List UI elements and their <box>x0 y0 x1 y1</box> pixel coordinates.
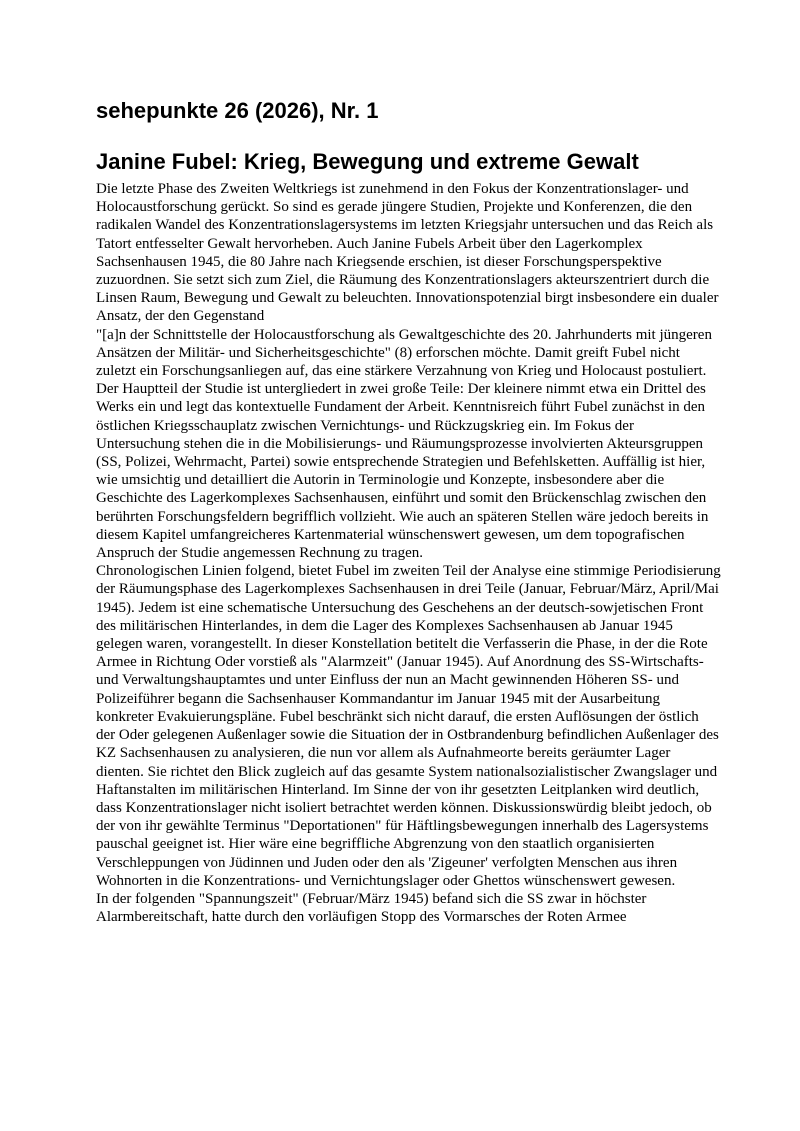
paragraph: Die letzte Phase des Zweiten Weltkriegs ist zunehmend in den Fokus der Konzentrationslager- und Holocaustforschung gerückt. So sind es gerade jüngere Studien, Projekte und Konferenzen, die den radikalen Wandel des Konzentrationslagersystems im letzten Kriegsjahr untersuchen und das Reich als Tatort entfesselter Gewalt hervorheben. Auch Janine Fubels Arbeit über den Lagerkomplex Sachsenhausen 1945, die 80 Jahre nach Kriegsende erschien, ist dieser Forschungsperspektive zuzuordnen. Sie setzt sich zum Ziel, die Räumung des Konzentrationslagers akteurszentriert durch die Linsen Raum, Bewegung und Gewalt zu beleuchten. Innovationspotenzial birgt insbesondere ein dualer Ansatz, der den Gegenstand <box>96 181 719 325</box>
review-title: Janine Fubel: Krieg, Bewegung und extreme Gewalt <box>96 149 639 174</box>
paragraph: "[a]n der Schnittstelle der Holocaustforschung als Gewaltgeschichte des 20. Jahrhunderts mit jüngeren Ansätzen der Militär- und Sicherheitsgeschichte" (8) erforschen möchte. Damit greift Fubel nicht zuletzt ein Forschungsanliegen auf, das eine stärkere Verzahnung von Krieg und Holocaust postuliert. <box>96 326 712 380</box>
paragraph: In der folgenden "Spannungszeit" (Februar/März 1945) befand sich die SS zwar in höchster Alarmbereitschaft, hatte durch den vorläufigen Stopp des Vormarsches der Roten Armee <box>96 890 647 926</box>
paragraph: Chronologischen Linien folgend, bietet Fubel im zweiten Teil der Analyse eine stimmige Periodisierung der Räumungsphase des Lagerkomplexes Sachsenhausen in drei Teile (Januar, Februar/März, April/Mai 1945). Jedem ist eine schematische Untersuchung des Geschehens an der deutsch-sowjetischen Front des militärischen Hinterlandes, in dem die Lager des Komplexes Sachsenhausen ab Januar 1945 gelegen waren, vorangestellt. In dieser Konstellation betitelt die Verfasserin die Phase, in der die Rote Armee in Richtung Oder vorstieß als "Alarmzeit" (Januar 1945). Auf Anordnung des SS-Wirtschafts- und Verwaltungshauptamtes und unter Einfluss der nun an Macht gewinnenden Höheren SS- und Polizeiführer begann die Sachsenhauser Kommandantur im Januar 1945 mit der Ausarbeitung konkreter Evakuierungspläne. Fubel beschränkt sich nicht darauf, die ersten Auflösungen der östlich der Oder gelegenen Außenlager sowie die Situation der in Ostbrandenburg befindlichen Außenlager des KZ Sachsenhausen zu analysieren, die nun vor allem als Aufnahmeorte bereits geräumter Lager dienten. Sie richtet den Blick zugleich auf das gesamte System nationalsozialistischer Zwangslager und Haftanstalten im militärischen Hinterland. Im Sinne der von ihr gesetzten Leitplanken wird deutlich, dass Konzentrationslager nicht isoliert betrachtet werden können. Diskussionswürdig bleibt jedoch, ob der von ihr gewählte Terminus "Deportationen" für Häftlingsbewegungen innerhalb des Lagersystems pauschal geeignet ist. Hier wäre eine begriffliche Abgrenzung von den staatlich organisierten Verschleppungen von Jüdinnen und Juden oder den als 'Zigeuner' verfolgten Menschen aus ihren Wohnorten in die Konzentrations- und Vernichtungslager oder Ghettos wünschenswert gewesen. <box>96 563 721 889</box>
journal-heading: sehepunkte 26 (2026), Nr. 1 <box>96 98 379 123</box>
paragraph: Der Hauptteil der Studie ist untergliedert in zwei große Teile: Der kleinere nimmt etwa ein Drittel des Werks ein und legt das kontextuelle Fundament der Arbeit. Kenntnisreich führt Fubel zunächst in den östlichen Kriegsschauplatz zwischen Vernichtungs- und Rückzugskrieg ein. Im Fokus der Untersuchung stehen die in die Mobilisierungs- und Räumungsprozesse involvierten Akteursgruppen (SS, Polizei, Wehrmacht, Partei) sowie entsprechende Strategien und Befehlsketten. Auffällig ist hier, wie umsichtig und detailliert die Autorin in Terminologie und Konzepte, insbesondere aber die Geschichte des Lagerkomplexes Sachsenhausen, einführt und somit den Brückenschlag zwischen den berührten Forschungsfeldern begrifflich vollzieht. Wie auch an späteren Stellen wäre jedoch bereits in diesem Kapitel umfangreicheres Kartenmaterial wünschenswert gewesen, um dem topografischen Anspruch der Studie angemessen Rechnung zu tragen. <box>96 381 709 562</box>
review-body <box>96 180 721 926</box>
